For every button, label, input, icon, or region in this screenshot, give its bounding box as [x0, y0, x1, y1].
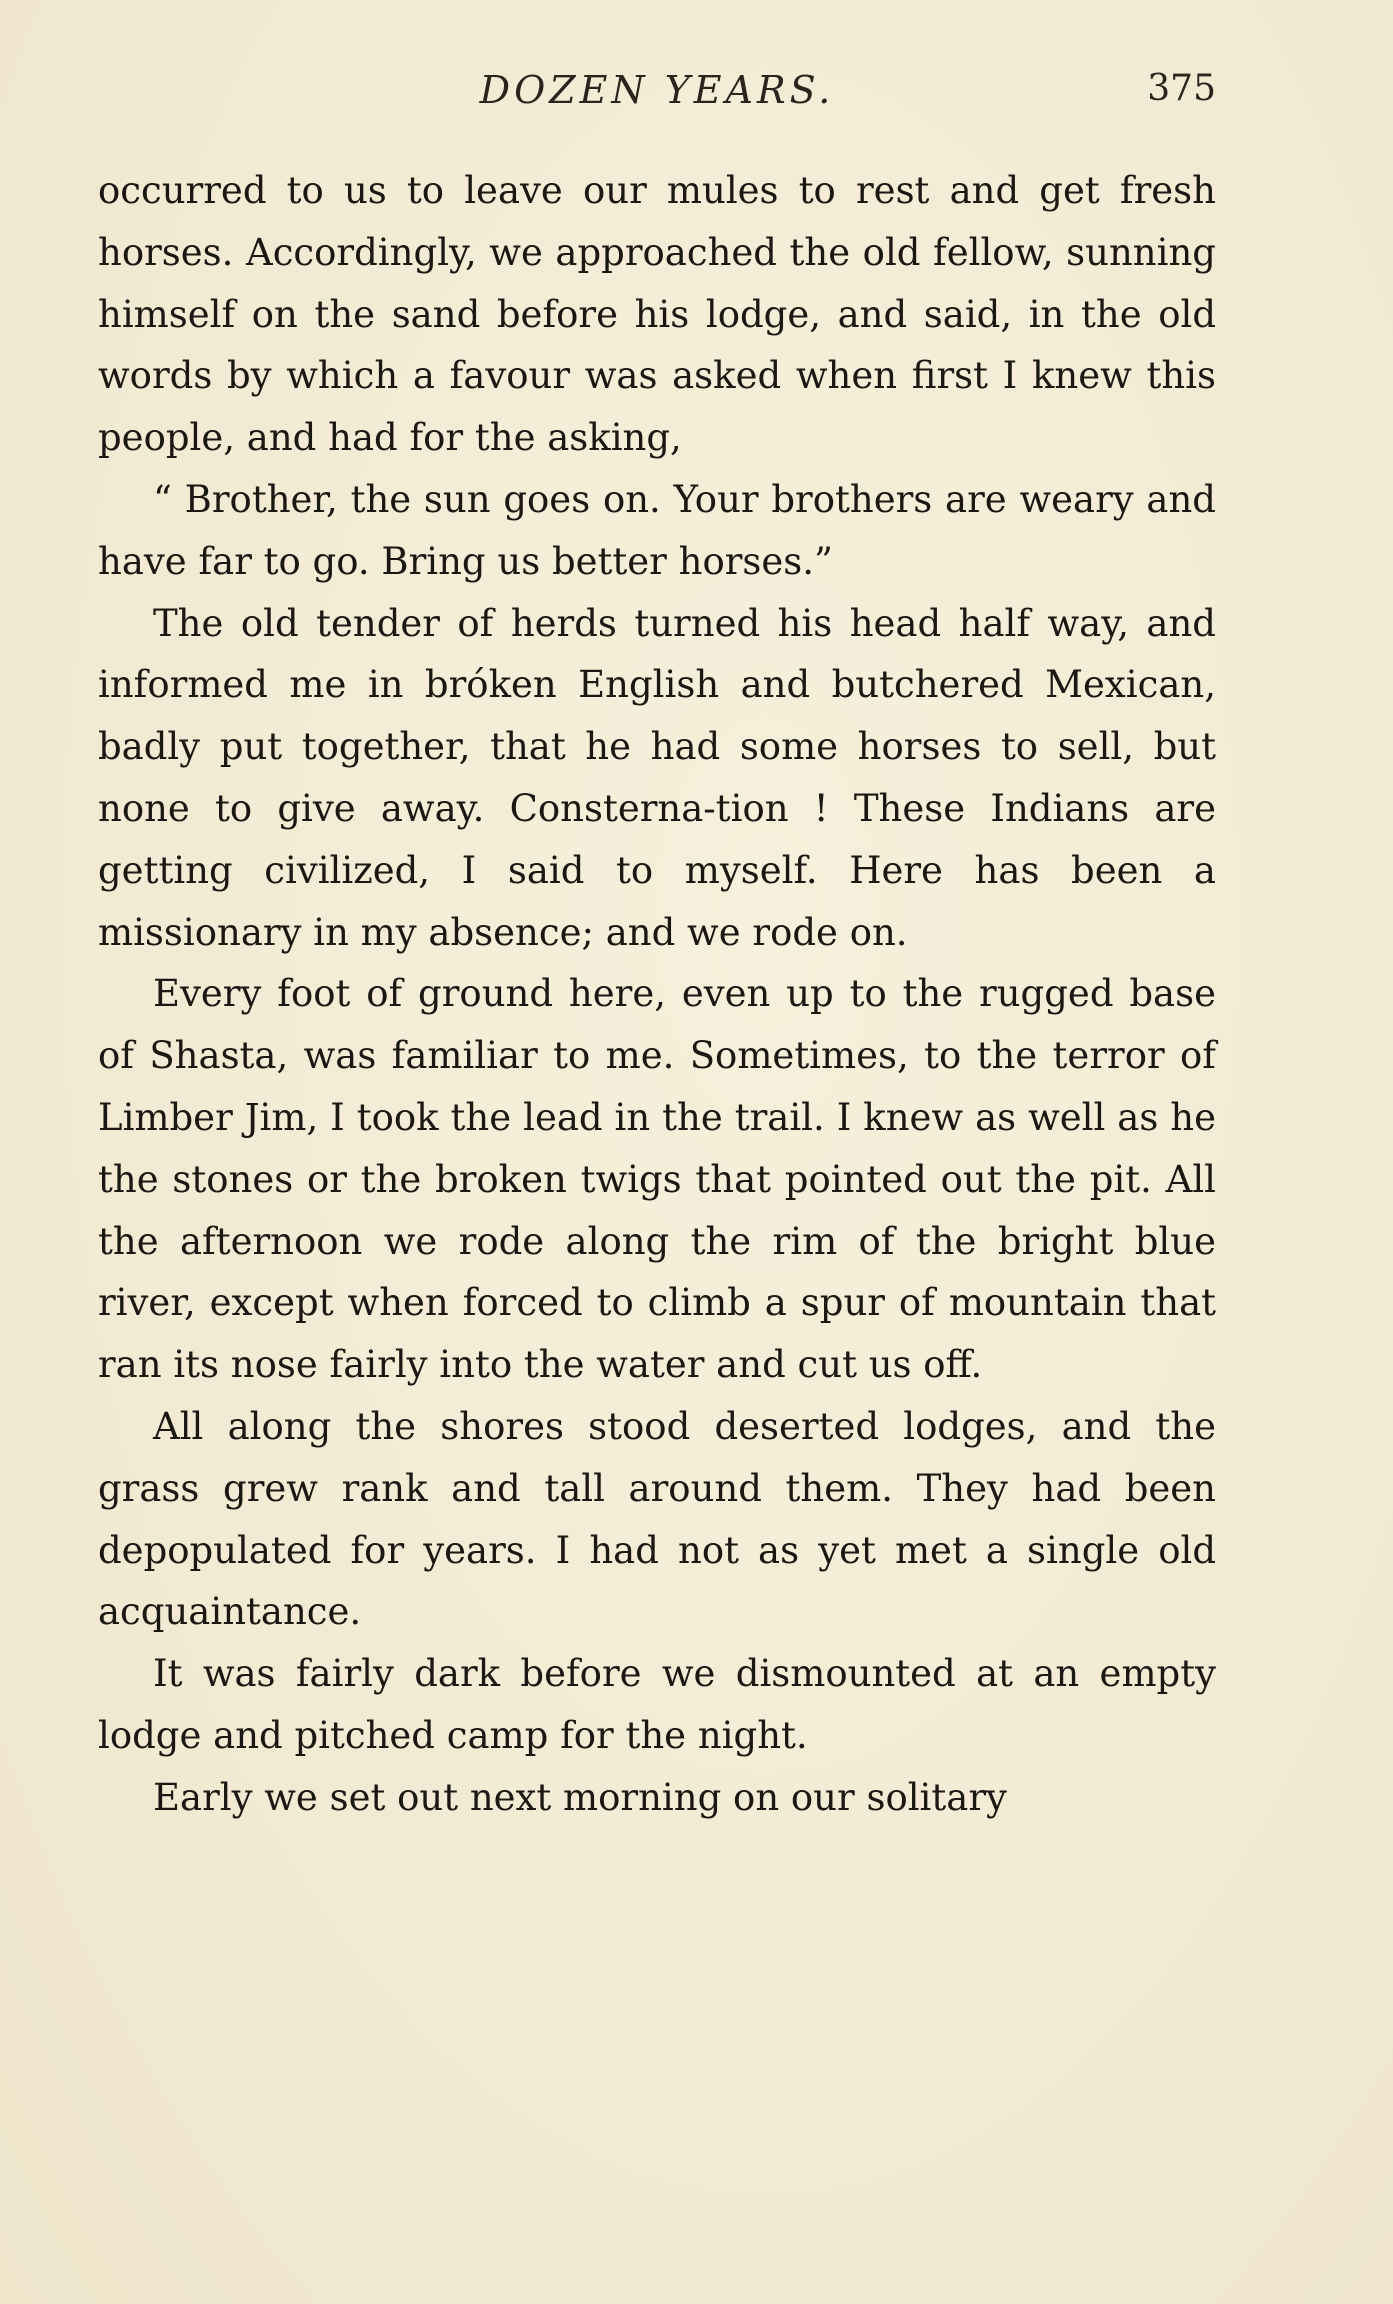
page-number: 375 — [1147, 68, 1216, 109]
paragraph: Early we set out next morning on our solitary — [153, 1775, 1007, 1819]
paragraph: The old tender of herds turned his head half way, and informed me in bróken English and butchered Mexican, badly put together, that he had some horses to sell, but none to give away. Consterna-tion ! These Indians are getting civilized, I said to myself. Here has been a missionary in my absence; and we rode on. — [98, 601, 1216, 954]
running-title: DOZEN YEARS. — [479, 68, 835, 112]
paragraph-quote: “ Brother, the sun goes on. Your brothers are weary and have far to go. Bring us better horses.” — [98, 477, 1216, 583]
paragraph: All along the shores stood deserted lodges, and the grass grew rank and tall around them. They had been depopulated for years. I had not as yet met a single old acquaintance. — [98, 1404, 1216, 1634]
paragraph: Every foot of ground here, even up to the rugged base of Shasta, was familiar to me. Sometimes, to the terror of Limber Jim, I took the lead in the trail. I knew as well as he the stones or the broken twigs that pointed out the pit. All the afternoon we rode along the rim of the bright blue river, except when forced to climb a spur of mountain that ran its nose fairly into the water and cut us off. — [98, 972, 1216, 1387]
body-text — [98, 160, 1216, 1829]
paragraph-continued: occurred to us to leave our mules to rest and get fresh horses. Accordingly, we approached the old fellow, sunning himself on the sand before his lodge, and said, in the old words by which a favour was asked when first I knew this people, and had for the asking, — [98, 169, 1216, 460]
running-head — [98, 68, 1216, 118]
paragraph: It was fairly dark before we dismounted at an empty lodge and pitched camp for the night. — [98, 1652, 1216, 1757]
